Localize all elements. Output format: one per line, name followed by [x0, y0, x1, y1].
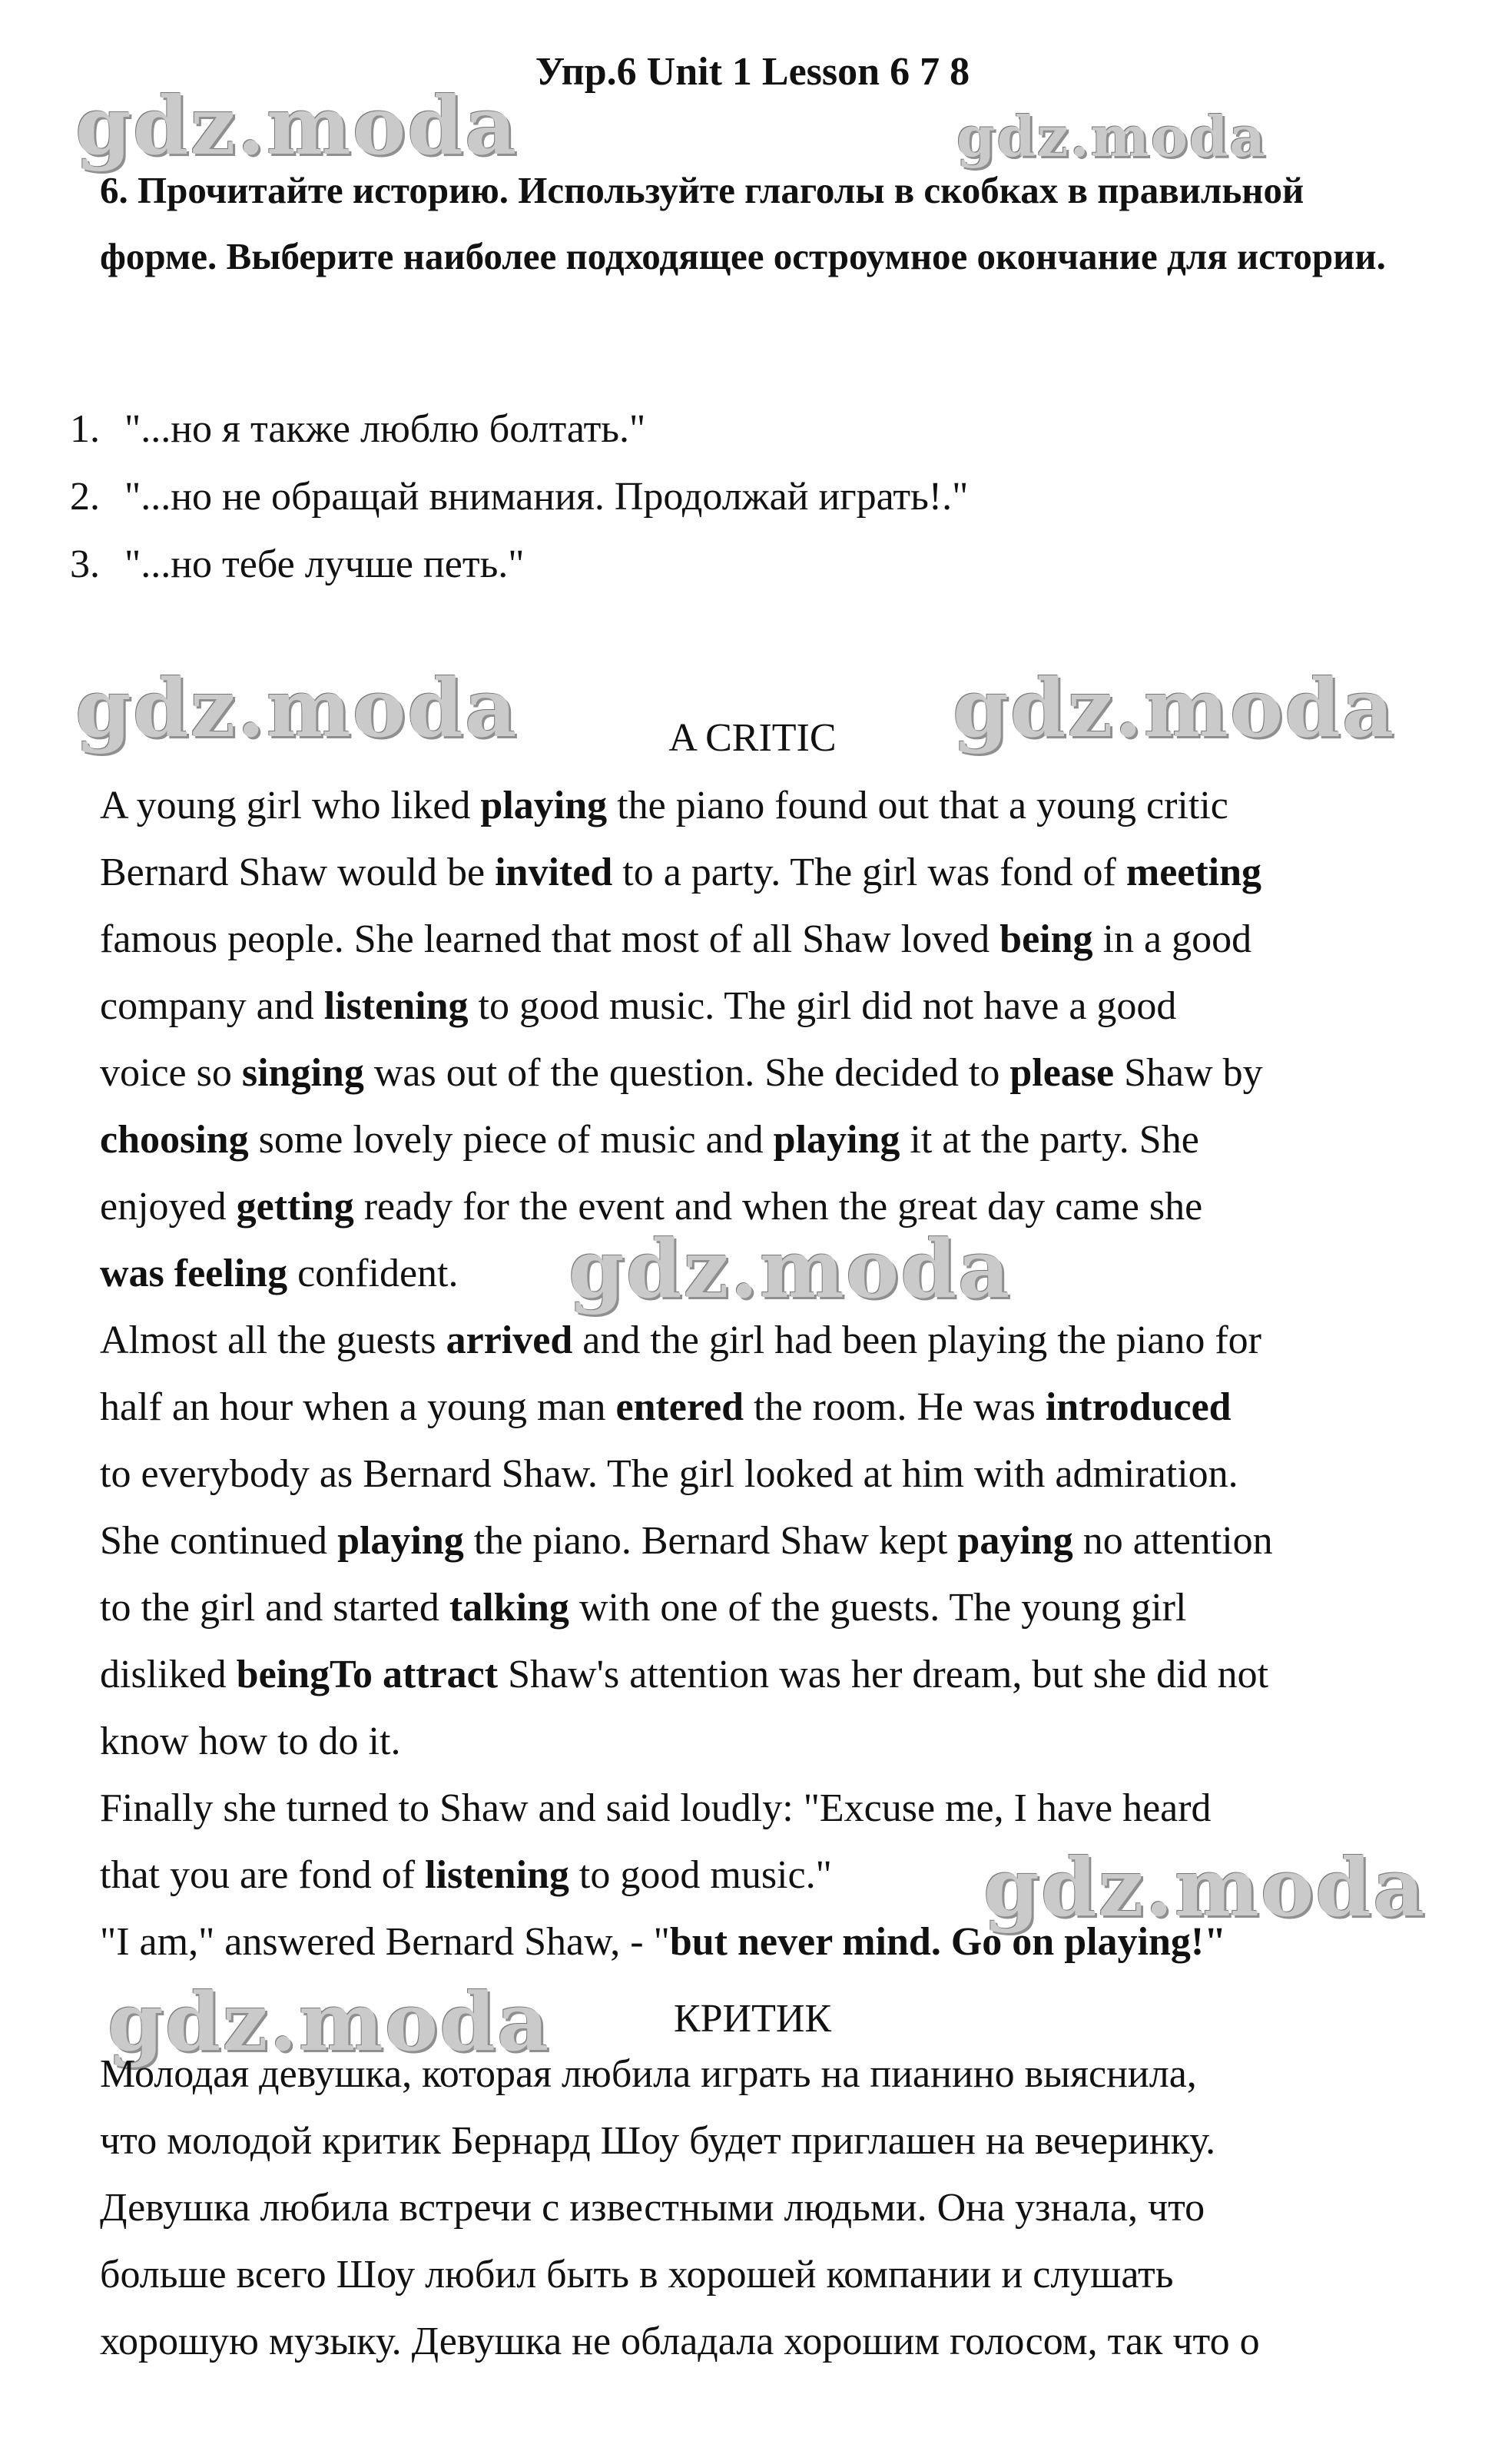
story-line: [100, 1441, 1437, 1507]
ending-options-list: [38, 396, 1421, 599]
translation-line: Девушка любила встречи с известными людьми. Она узнала, что: [100, 2186, 1205, 2230]
translation-line: что молодой критик Бернард Шоу будет приглашен на вечеринку.: [100, 2119, 1216, 2163]
story-line: [100, 1040, 1437, 1106]
story-line: [100, 1641, 1437, 1708]
list-item: [38, 531, 1421, 599]
story-fragment: Shaw's attention was her dream, but she did not: [498, 1653, 1269, 1696]
story-line: [100, 1842, 1437, 1909]
story-line: [100, 1173, 1437, 1240]
verb-form: playing: [773, 1118, 900, 1162]
story-fragment: Almost all the guests: [100, 1318, 446, 1362]
story-fragment: to good music. The girl did not have a good: [468, 984, 1177, 1028]
story-line: [100, 839, 1437, 906]
verb-form: talking: [449, 1586, 569, 1630]
page-title: Упр.6 Unit 1 Lesson 6 7 8: [535, 50, 970, 94]
option-number: 1.: [70, 407, 100, 451]
story-fragment: to the girl and started: [100, 1586, 449, 1630]
story-fragment: disliked: [100, 1653, 237, 1696]
story-fragment: famous people. She learned that most of all Shaw loved: [100, 917, 1000, 961]
story-fragment: was out of the question. She decided to: [363, 1051, 1010, 1095]
story-fragment: the piano found out that a young critic: [607, 784, 1228, 827]
verb-form: choosing: [100, 1118, 249, 1162]
story-fragment: the piano. Bernard Shaw kept: [463, 1519, 958, 1563]
story-fragment: it at the party. She: [900, 1118, 1199, 1162]
story-fragment: She continued: [100, 1519, 338, 1563]
task-instruction: 6. Прочитайте историю. Используйте глаголы в скобках в правильной форме. Выберите наиболее подходящее остроумное окончание для истории.: [100, 169, 1386, 277]
translation-line: Молодая девушка, которая любила играть на пианино выяснила,: [100, 2052, 1197, 2096]
story-line: [100, 1307, 1437, 1374]
story-fragment: Bernard Shaw would be: [100, 851, 496, 894]
story-title: A CRITIC: [668, 716, 837, 760]
option-text: "...но не обращай внимания. Продолжай играть!.": [124, 475, 969, 519]
story-fragment: some lovely piece of music and: [248, 1118, 774, 1162]
story-fragment: Shaw by: [1114, 1051, 1263, 1095]
story-fragment: to everybody as Bernard Shaw. The girl looked at him with admiration.: [100, 1452, 1238, 1496]
watermark: gdz.moda: [75, 661, 519, 755]
translation-title: КРИТИК: [673, 1997, 832, 2041]
verb-form: beingTo attract: [236, 1653, 499, 1696]
verb-form: was feeling: [100, 1252, 288, 1295]
story-line: [100, 1240, 1437, 1307]
list-item: [38, 463, 1421, 531]
story-fragment: the room. He was: [744, 1385, 1046, 1429]
verb-form: arrived: [446, 1318, 573, 1362]
story-line: [100, 1374, 1437, 1441]
story-line: [100, 1507, 1437, 1574]
story-fragment: voice so: [100, 1051, 242, 1095]
story-fragment: with one of the guests. The young girl: [569, 1586, 1187, 1630]
story-line: [100, 1708, 1437, 1775]
verb-form: playing: [480, 784, 608, 827]
story-fragment: enjoyed: [100, 1185, 237, 1229]
verb-form: meeting: [1125, 851, 1262, 894]
option-text: "...но я также люблю болтать.": [124, 407, 646, 451]
story-fragment: ready for the event and when the great day came she: [353, 1185, 1203, 1229]
story-fragment: Finally she turned to Shaw and said loudly: "Excuse me, I have heard: [100, 1786, 1212, 1830]
verb-form: listening: [425, 1853, 569, 1897]
story-fragment: no attention: [1072, 1519, 1273, 1563]
story-line: [100, 772, 1437, 839]
verb-form: playing: [337, 1519, 464, 1563]
watermark: gdz.moda: [953, 661, 1396, 755]
story-fragment: in a good: [1092, 917, 1252, 961]
story-fragment: know how to do it.: [100, 1719, 401, 1763]
verb-form: being: [999, 917, 1093, 961]
story-fragment: that you are fond of: [100, 1853, 426, 1897]
story-line: [100, 1775, 1437, 1842]
option-text: "...но тебе лучше петь.": [124, 542, 525, 586]
option-number: 3.: [70, 542, 100, 586]
verb-form: paying: [957, 1519, 1073, 1563]
story-line: [100, 1909, 1437, 1975]
translation-text: [100, 2041, 1437, 2375]
story-line: [100, 1574, 1437, 1641]
option-number: 2.: [70, 475, 100, 519]
verb-form: but never mind. Go on playing!": [669, 1920, 1227, 1964]
watermark: gdz.moda: [108, 1975, 551, 2069]
story-line: [100, 906, 1437, 973]
verb-form: please: [1009, 1051, 1115, 1095]
verb-form: listening: [323, 984, 469, 1028]
watermark: gdz.moda: [75, 78, 519, 173]
translation-line: больше всего Шоу любил быть в хорошей компании и слушать: [100, 2253, 1174, 2297]
list-item: [38, 396, 1421, 463]
story-line: [100, 1106, 1437, 1173]
verb-form: entered: [615, 1385, 744, 1429]
story-fragment: company and: [100, 984, 324, 1028]
verb-form: singing: [241, 1051, 364, 1095]
watermark: gdz.moda: [956, 104, 1267, 169]
story-text: [100, 772, 1437, 1975]
story-fragment: half an hour when a young man: [100, 1385, 616, 1429]
story-fragment: "I am," answered Bernard Shaw, - ": [100, 1920, 670, 1964]
watermark: gdz.moda: [569, 1222, 1012, 1316]
story-line: [100, 973, 1437, 1040]
story-fragment: to a party. The girl was fond of: [612, 851, 1126, 894]
story-fragment: and the girl had been playing the piano for: [572, 1318, 1261, 1362]
story-fragment: confident.: [287, 1252, 459, 1295]
story-fragment: A young girl who liked: [100, 784, 481, 827]
verb-form: getting: [236, 1185, 354, 1229]
verb-form: invited: [495, 851, 613, 894]
verb-form: introduced: [1045, 1385, 1232, 1429]
watermark: gdz.moda: [983, 1840, 1427, 1935]
story-fragment: to good music.": [569, 1853, 832, 1897]
translation-line: хорошую музыку. Девушка не обладала хорошим голосом, так что о: [100, 2320, 1260, 2363]
